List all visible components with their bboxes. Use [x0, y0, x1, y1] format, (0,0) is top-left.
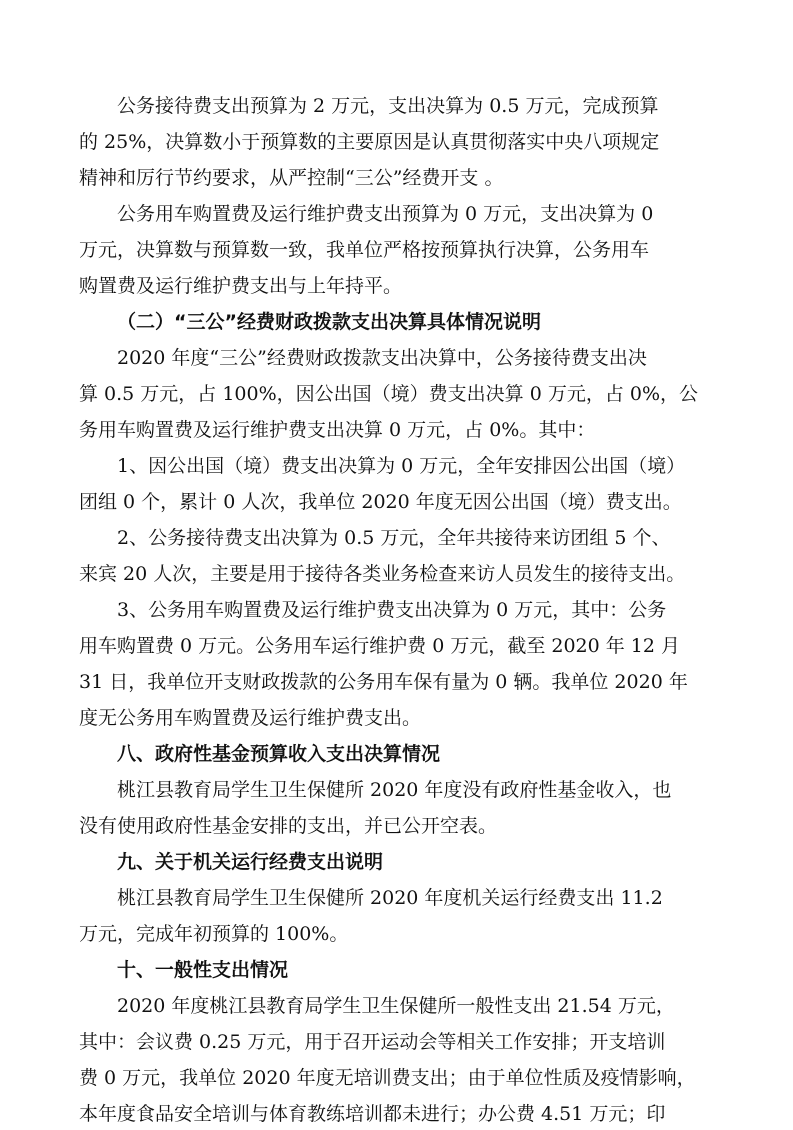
- text-line: 1、因公出国（境）费支出决算为 0 万元，全年安排因公出国（境）: [117, 455, 686, 477]
- text-line: 桃江县教育局学生卫生保健所 2020 年度机关运行经费支出 11.2: [117, 887, 663, 909]
- text-line: 算 0.5 万元，占 100%，因公出国（境）费支出决算 0 万元，占 0%，公: [79, 383, 699, 405]
- text-line: 度无公务用车购置费及运行维护费支出。: [79, 707, 422, 729]
- text-line: 3、公务用车购置费及运行维护费支出决算为 0 万元，其中：公务: [117, 599, 667, 621]
- text-line: 公务接待费支出预算为 2 万元，支出决算为 0.5 万元，完成预算: [117, 95, 659, 117]
- text-line: 费 0 万元，我单位 2020 年度无培训费支出；由于单位性质及疫情影响，: [79, 1067, 696, 1089]
- text-line: 桃江县教育局学生卫生保健所 2020 年度没有政府性基金收入，也: [117, 779, 672, 801]
- section-heading: 九、关于机关运行经费支出说明: [117, 851, 384, 873]
- text-line: 2020 年度“三公”经费财政拨款支出决算中，公务接待费支出决: [117, 347, 647, 369]
- text-line: 公务用车购置费及运行维护费支出预算为 0 万元，支出决算为 0: [117, 203, 654, 225]
- text-line: 来宾 20 人次，主要是用于接待各类业务检查来访人员发生的接待支出。: [79, 563, 686, 585]
- text-line: 用车购置费 0 万元。公务用车运行维护费 0 万元，截至 2020 年 12 月: [79, 635, 681, 657]
- text-line: 务用车购置费及运行维护费支出决算 0 万元，占 0%。其中：: [79, 419, 596, 441]
- text-line: 31 日，我单位开支财政拨款的公务用车保有量为 0 辆。我单位 2020 年: [79, 671, 688, 693]
- text-line: 的 25%，决算数小于预算数的主要原因是认真贯彻落实中央八项规定: [79, 131, 660, 153]
- text-line: 购置费及运行维护费支出与上年持平。: [79, 275, 403, 297]
- text-line: 万元，决算数与预算数一致，我单位严格按预算执行决算，公务用车: [79, 239, 650, 261]
- section-heading: 十、一般性支出情况: [117, 959, 289, 981]
- text-line: 精神和厉行节约要求，从严控制“三公”经费开支 。: [79, 167, 504, 189]
- section-heading: 八、政府性基金预算收入支出决算情况: [117, 743, 441, 765]
- text-line: 万元，完成年初预算的 100%。: [79, 923, 349, 945]
- text-line: 2020 年度桃江县教育局学生卫生保健所一般性支出 21.54 万元，: [117, 995, 675, 1017]
- section-heading: （二）“三公”经费财政拨款支出决算具体情况说明: [117, 311, 541, 333]
- text-line: 本年度食品安全培训与体育教练培训都未进行；办公费 4.51 万元；印: [79, 1103, 666, 1125]
- text-line: 2、公务接待费支出决算为 0.5 万元，全年共接待来访团组 5 个、: [117, 527, 671, 549]
- text-line: 团组 0 个，累计 0 人次，我单位 2020 年度无因公出国（境）费支出。: [79, 491, 682, 513]
- text-line: 其中：会议费 0.25 万元，用于召开运动会等相关工作安排；开支培训: [79, 1031, 666, 1053]
- text-line: 没有使用政府性基金安排的支出，并已公开空表。: [79, 815, 498, 837]
